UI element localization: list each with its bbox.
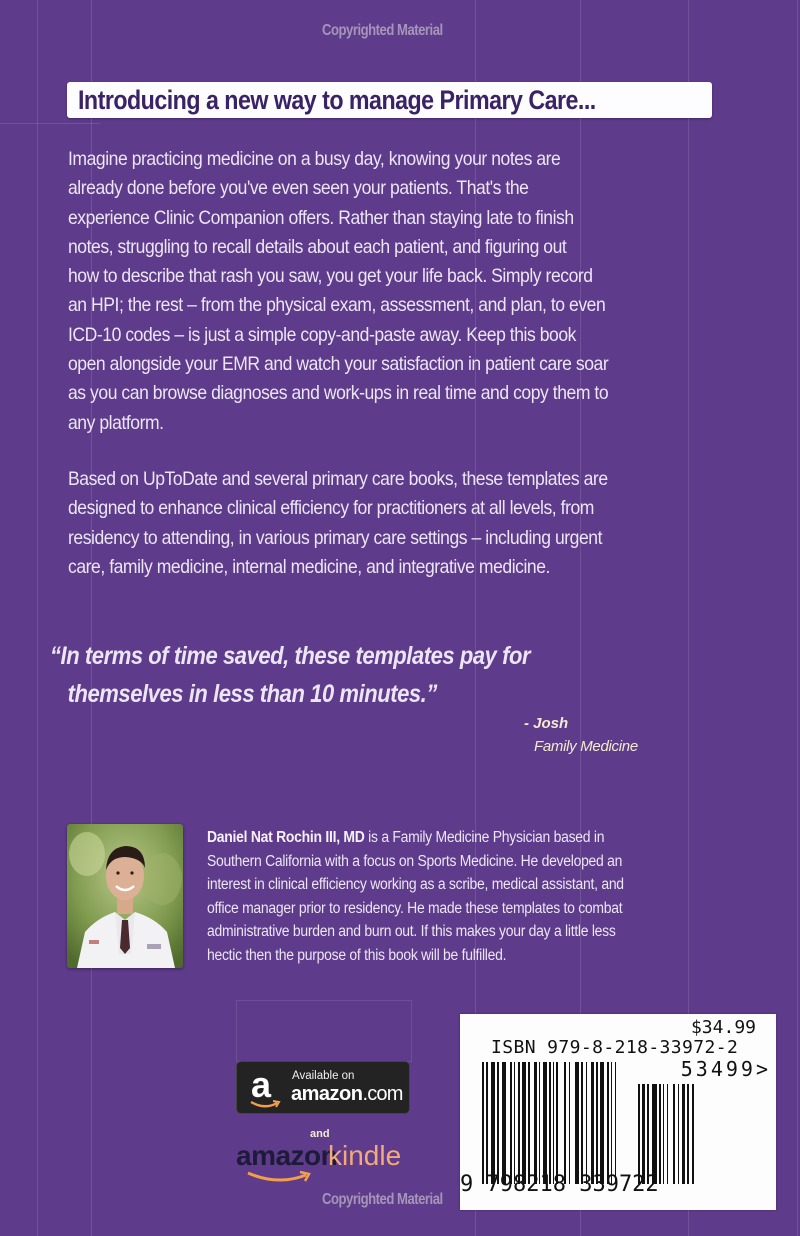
quote-line: themselves in less than 10 minutes.”: [67, 680, 437, 708]
testimonial-quote: [50, 637, 596, 713]
text-line: notes, struggling to recall details about each patient, and figuring out: [68, 235, 567, 258]
bio-line: [207, 826, 729, 850]
author-portrait-icon: [67, 824, 183, 968]
price-label: $34.99: [690, 1017, 756, 1038]
amazon-a-logo-icon: a: [251, 1064, 272, 1105]
main-barcode-bars: [482, 1062, 616, 1184]
text-line: designed to enhance clinical efficiency for practitioners at all levels, from: [68, 497, 594, 520]
intro-paragraph: [68, 145, 788, 438]
bio-line: Southern California with a focus on Sports Medicine. He developed an: [207, 852, 623, 870]
basis-paragraph: [68, 465, 788, 582]
author-photo: [67, 824, 183, 968]
headline-box: [67, 82, 712, 118]
text-line: already done before you've even seen your patients. That's the: [68, 177, 529, 200]
text-line: experience Clinic Companion offers. Rather than staying late to finish: [68, 206, 574, 229]
testimonial-author: - Josh: [524, 715, 569, 732]
addon-barcode-bars: [638, 1084, 694, 1184]
isbn-barcode: [460, 1014, 776, 1210]
price-addon-code: 53499>: [680, 1057, 771, 1081]
bio-line: office manager prior to residency. He made these templates to combat: [207, 899, 623, 917]
amazon-badge: [236, 1061, 410, 1114]
guide-line: [0, 123, 100, 124]
guide-frame: [236, 1000, 412, 1062]
guide-line: [797, 0, 798, 1236]
bio-line: hectic then the purpose of this book will be fulfilled.: [207, 946, 507, 964]
text-line: as you can browse diagnoses and work-ups in real time and copy them to: [68, 382, 609, 405]
bio-text: is a Family Medicine Physician based in: [364, 829, 605, 846]
amazon-smile-arrow-icon: [249, 1100, 281, 1110]
badge-available-text: Available on: [292, 1070, 355, 1082]
and-text: and: [310, 1128, 330, 1140]
text-line: open alongside your EMR and watch your satisfaction in patient care soar: [68, 353, 609, 376]
text-line: residency to attending, in various primary care settings – including urgent: [68, 526, 603, 549]
text-line: how to describe that rash you saw, you get your life back. Simply record: [68, 265, 593, 288]
badge-brand-text: [291, 1083, 403, 1106]
kindle-logo-kindle: kindle: [328, 1140, 402, 1171]
copyright-watermark-top: Copyrighted Material: [322, 22, 443, 39]
amazon-kindle-logo: [236, 1140, 416, 1188]
barcode-digits: 9 798218 339722: [460, 1172, 659, 1197]
bio-line: administrative burden and burn out. If this makes your day a little less: [207, 923, 616, 940]
text-line: Based on UpToDate and several primary care books, these templates are: [68, 468, 608, 490]
text-line: care, family medicine, internal medicine, and integrative medicine.: [68, 555, 550, 578]
text-line: ICD-10 codes – is just a simple copy-and-paste away. Keep this book: [68, 323, 577, 346]
text-line: any platform.: [68, 411, 164, 434]
badge-brand: amazon: [291, 1083, 363, 1105]
text-line: an HPI; the rest – from the physical exam, assessment, and plan, to even: [68, 294, 606, 317]
bio-line: interest in clinical efficiency working as a scribe, medical assistant, and: [207, 876, 624, 893]
headline-title: Introducing a new way to manage Primary Care...: [78, 85, 596, 115]
amazon-smile-arrow-icon: [246, 1170, 316, 1186]
kindle-logo-amazon: amazon: [236, 1140, 338, 1171]
author-bio: [207, 826, 787, 967]
isbn-label: ISBN 979-8-218-33972-2: [491, 1037, 739, 1058]
testimonial-role: Family Medicine: [534, 738, 638, 755]
copyright-watermark-bottom: Copyrighted Material: [322, 1191, 443, 1208]
guide-line: [37, 0, 38, 1236]
quote-line: “In terms of time saved, these templates pay for: [50, 642, 531, 670]
badge-tld: .com: [362, 1083, 403, 1105]
author-name: Daniel Nat Rochin III, MD: [207, 829, 365, 846]
text-line: Imagine practicing medicine on a busy day, knowing your notes are: [68, 148, 561, 170]
